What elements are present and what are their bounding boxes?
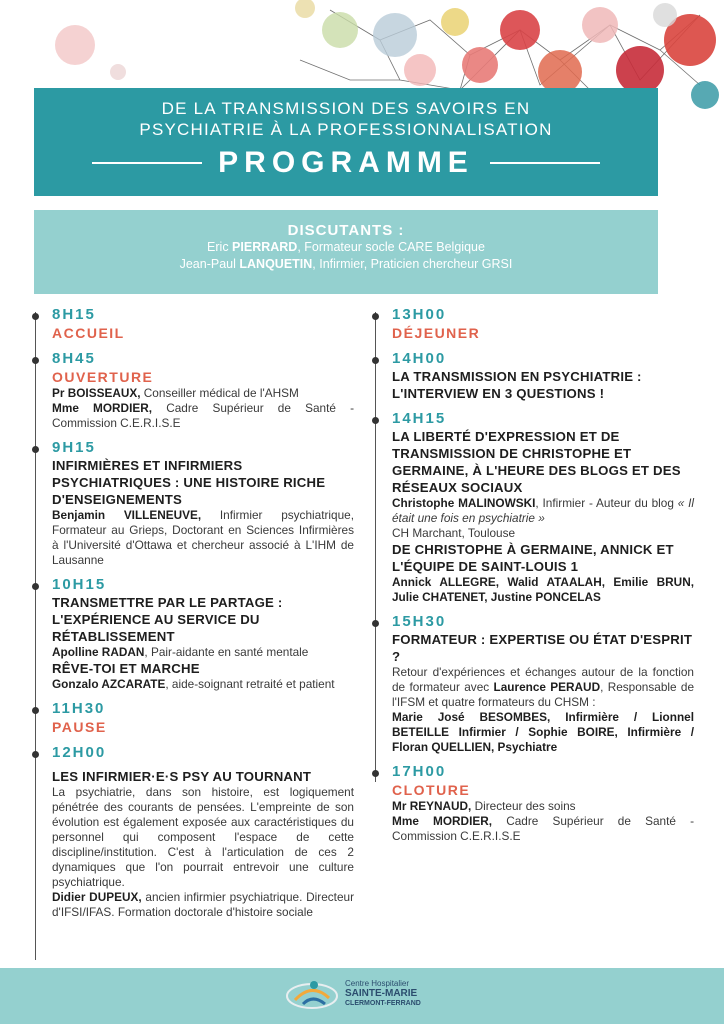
right-timeline-line	[375, 312, 376, 782]
speaker-role: Directeur des soins	[471, 799, 576, 813]
speaker-role: ancien infirmier psychiatrique. Directeur d'IFSI/IFAS. Formation doctorale d'histoire sociale	[52, 890, 355, 919]
timeline-dot	[32, 357, 39, 364]
event-0845	[52, 350, 354, 431]
speaker-name: Mme MORDIER,	[52, 401, 153, 415]
speaker-list	[392, 710, 694, 755]
programme-row	[34, 146, 658, 180]
event-1015	[52, 576, 354, 692]
left-timeline-line	[35, 312, 36, 960]
event-time: 15H30	[392, 613, 447, 630]
session-description	[392, 665, 694, 710]
discutant-2	[34, 256, 658, 273]
event-0915	[52, 439, 354, 568]
timeline-dot	[32, 707, 39, 714]
speaker	[392, 496, 694, 526]
speaker	[392, 799, 694, 814]
description-text: Retour d'expériences et échanges autour de la fonction de formateur avec	[392, 665, 694, 694]
speaker-names: Marie José BESOMBES, Infirmière / Lionnel BETEILLE Infirmier / Sophie BOIRE, Infirmière / Floran QUELLIEN, Psychiatre	[392, 710, 694, 754]
speaker	[52, 677, 354, 692]
event-label: DÉJEUNER	[392, 325, 481, 341]
speaker-name: Pr BOISSEAUX,	[52, 386, 141, 400]
discutant-2-role: , Infirmier, Praticien chercheur GRSI	[312, 257, 513, 271]
speaker-role: Cadre Supérieur de Santé - Commission C.E.R.I.S.E	[52, 401, 354, 430]
event-1200	[52, 744, 354, 920]
event-time: 14H00	[392, 350, 447, 367]
event-time: 12H00	[52, 744, 107, 761]
speaker	[52, 401, 354, 431]
discutant-1-last: PIERRARD	[232, 240, 298, 254]
speaker	[392, 814, 694, 844]
logo-line-3: CLERMONT-FERRAND	[345, 1000, 421, 1007]
session-title: DE CHRISTOPHE À GERMAINE, ANNICK ET L'ÉQUIPE DE SAINT-LOUIS 1	[392, 542, 674, 574]
timeline-dot	[372, 770, 379, 777]
discutants-title: DISCUTANTS :	[287, 222, 405, 239]
speaker-role: , Responsable de l'IFSM et quatre formateurs du CHSM :	[392, 680, 694, 709]
hospital-logo-text	[345, 979, 421, 1009]
speaker-role: Cadre Supérieur de Santé - Commission C.E.R.I.S.E	[392, 814, 694, 843]
discutant-2-first: Jean-Paul	[179, 257, 240, 271]
session-title: LA LIBERTÉ D'EXPRESSION ET DE TRANSMISSION DE CHRISTOPHE ET GERMAINE, À L'HEURE DES BLOGS ET DES RÉSEAUX SOCIAUX	[392, 429, 681, 495]
event-1130	[52, 700, 354, 736]
event-time: 14H15	[392, 410, 447, 427]
speaker-place: CH Marchant, Toulouse	[392, 526, 516, 540]
timeline-dot	[372, 417, 379, 424]
discutant-2-last: LANQUETIN	[239, 257, 313, 271]
speaker-name: Christophe MALINOWSKI	[392, 496, 536, 510]
timeline-dot	[372, 357, 379, 364]
event-time: 9H15	[52, 439, 96, 456]
speaker-name: Laurence PERAUD	[493, 680, 601, 694]
speaker-role: Conseiller médical de l'AHSM	[140, 386, 299, 400]
event-title-line-2: PSYCHIATRIE À LA PROFESSIONNALISATION	[139, 120, 553, 139]
speaker-name: Mme MORDIER,	[392, 814, 493, 828]
event-1415	[392, 410, 694, 605]
timeline-dot	[372, 620, 379, 627]
speaker-name: Mr REYNAUD,	[392, 799, 472, 813]
hospital-logo-icon	[285, 976, 339, 1012]
event-label: OUVERTURE	[52, 369, 154, 385]
speaker-list	[392, 575, 694, 605]
timeline-dot	[32, 751, 39, 758]
timeline-dot	[372, 313, 379, 320]
event-time: 10H15	[52, 576, 107, 593]
session-title: LES INFIRMIER·E·S PSY AU TOURNANT	[52, 769, 312, 784]
event-title-line-1: DE LA TRANSMISSION DES SAVOIRS EN	[161, 99, 531, 118]
timeline-dot	[32, 313, 39, 320]
speaker	[52, 645, 354, 660]
timeline-dot	[32, 583, 39, 590]
hospital-logo	[285, 976, 421, 1012]
event-1300	[392, 306, 694, 342]
event-time: 8H45	[52, 350, 96, 367]
discutant-1-role: , Formateur socle CARE Belgique	[297, 240, 485, 254]
event-1400	[392, 350, 694, 402]
programme-title: PROGRAMME	[218, 146, 474, 179]
event-time: 8H15	[52, 306, 96, 323]
right-column	[392, 306, 694, 852]
speaker	[52, 890, 354, 920]
speaker-role: Infirmier psychiatrique, Formateur au Grieps, Doctorant en Sciences Infirmières à l'Université d'Ottawa et chercheur associé à L'IHM de Lausanne	[52, 508, 354, 567]
session-title: INFIRMIÈRES ET INFIRMIERS PSYCHIATRIQUES : UNE HISTOIRE RICHE D'ENSEIGNEMENTS	[52, 458, 326, 507]
session-description: La psychiatrie, dans son histoire, est logiquement pénétrée des courants de pensées. L'empreinte de son évolution est également exposée aux caractéristiques du personnel qui composent l'espace de cette discipline/institution. C'est à l'articulation de ces 2 dynamiques que l'on pourrait entrevoir une culture psychiatrique.	[52, 785, 354, 889]
speaker-name: Gonzalo AZCARATE	[52, 677, 166, 691]
divider-right	[490, 162, 600, 164]
event-time: 11H30	[52, 700, 106, 717]
session-title: LA TRANSMISSION EN PSYCHIATRIE : L'INTERVIEW EN 3 QUESTIONS !	[392, 369, 642, 401]
speaker-role: , aide-soignant retraité et patient	[165, 677, 335, 691]
divider-left	[92, 162, 202, 164]
speaker-names: Annick ALLEGRE, Walid ATAALAH, Emilie BRUN, Julie CHATENET, Justine PONCELAS	[392, 575, 694, 604]
logo-line-2: SAINTE-MARIE	[345, 988, 418, 999]
footer-band	[0, 968, 724, 1024]
left-column	[52, 306, 354, 928]
event-1700	[392, 763, 694, 844]
logo-line-1: Centre Hospitalier	[345, 979, 410, 988]
speaker-name: Didier DUPEUX,	[52, 890, 142, 904]
speaker	[52, 386, 354, 401]
discutant-1-first: Eric	[207, 240, 233, 254]
event-time: 13H00	[392, 306, 447, 323]
event-1530	[392, 613, 694, 755]
session-title: FORMATEUR : EXPERTISE OU ÉTAT D'ESPRIT ?	[392, 632, 693, 664]
blog-title: « Il était une fois en psychiatrie »	[392, 496, 694, 525]
speaker-role: , Pair-aidante en santé mentale	[144, 645, 309, 659]
discutant-1	[34, 239, 658, 256]
event-label: PAUSE	[52, 719, 107, 735]
event-0815	[52, 306, 354, 342]
event-time: 17H00	[392, 763, 447, 780]
programme-header	[34, 88, 658, 196]
speaker-role: , Infirmier - Auteur du blog	[535, 496, 674, 510]
session-title: RÊVE-TOI ET MARCHE	[52, 661, 200, 676]
timeline-dot	[32, 446, 39, 453]
event-title	[34, 98, 658, 140]
event-label: ACCUEIL	[52, 325, 125, 341]
speaker-name: Apolline RADAN	[52, 645, 145, 659]
speaker-name: Benjamin VILLENEUVE,	[52, 508, 202, 522]
event-label: CLOTURE	[392, 782, 471, 798]
speaker	[52, 508, 354, 568]
session-title: TRANSMETTRE PAR LE PARTAGE : L'EXPÉRIENCE AU SERVICE DU RÉTABLISSEMENT	[52, 595, 283, 644]
discutants-box	[34, 210, 658, 294]
